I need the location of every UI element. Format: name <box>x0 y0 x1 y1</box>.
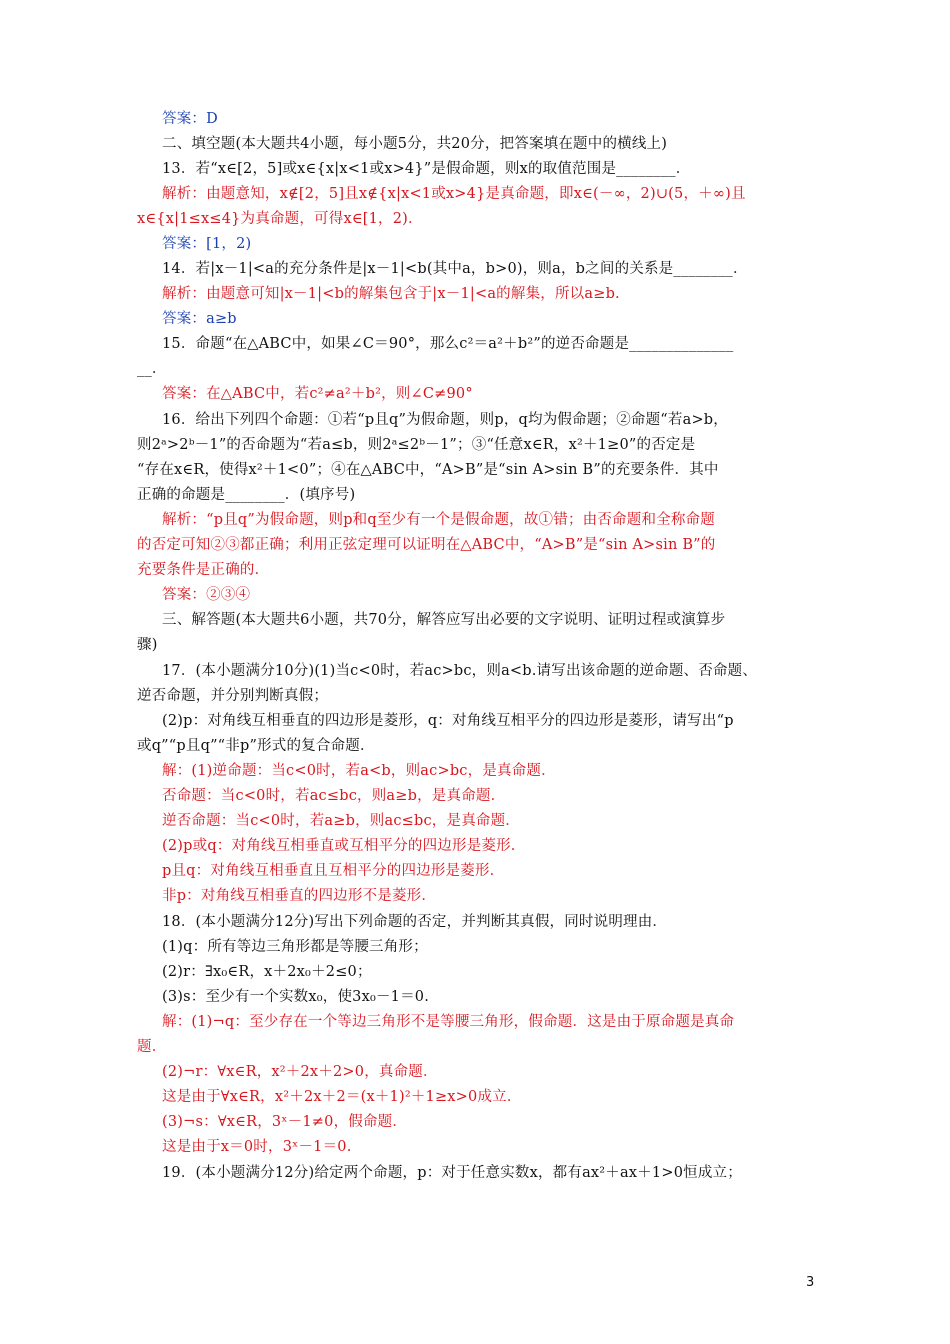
text-line: 14．若|x－1|<a的充分条件是|x－1|<b(其中a，b>0)，则a，b之间的关系是________． <box>162 261 748 277</box>
text-line: 答案：②③④ <box>162 587 251 603</box>
text-line: x∈{x|1≤x≤4}为真命题，可得x∈[1，2)． <box>137 211 423 227</box>
text-line: 17．(本小题满分10分)(1)当c<0时，若ac>bc，则a<b.请写出该命题的逆命题、否命题、 <box>162 663 758 679</box>
text-line: 则2ᵃ>2ᵇ－1”的否命题为“若a≤b，则2ᵃ≤2ᵇ－1”；③“任意x∈R，x²＋1≥0”的否定是 <box>137 437 696 453</box>
text-line: 18．(本小题满分12分)写出下列命题的否定，并判断其真假，同时说明理由． <box>162 914 668 930</box>
text-line: 这是由于∀x∈R，x²＋2x＋2＝(x＋1)²＋1≥x>0成立． <box>162 1089 522 1105</box>
text-line: (2)r：∃x₀∈R，x＋2x₀＋2≤0； <box>162 964 372 980</box>
text-line: 的否定可知②③都正确；利用正弦定理可以证明在△ABC中，“A>B”是“sin A>sin B”的 <box>137 537 716 553</box>
text-line: 答案：[1，2) <box>162 236 252 252</box>
text-line: (2)p或q：对角线互相垂直或互相平分的四边形是菱形． <box>162 838 526 854</box>
text-line: 答案：a≥b <box>162 311 237 327</box>
text-line: 13．若“x∈[2，5]或x∈{x|x<1或x>4}”是假命题，则x的取值范围是________． <box>162 161 691 177</box>
text-line: 逆否命题，并分别判断真假； <box>137 688 329 704</box>
text-line: 否命题：当c<0时，若ac≤bc，则a≥b，是真命题． <box>162 788 506 804</box>
text-line: 15．命题“在△ABC中，如果∠C＝90°，那么c²＝a²＋b²”的逆否命题是______________ <box>162 336 734 352</box>
text-line: (3)s：至少有一个实数x₀，使3x₀－1＝0. <box>162 989 430 1005</box>
text-line: 二、填空题(本大题共4小题，每小题5分，共20分，把答案填在题中的横线上) <box>162 136 668 152</box>
text-line: 逆否命题：当c<0时，若a≥b，则ac≤bc，是真命题． <box>162 813 520 829</box>
text-line: 或q”“p且q”“非p”形式的复合命题． <box>137 738 375 754</box>
text-line: 解析：由题意可知|x－1|<b的解集包含于|x－1|<a的解集，所以a≥b. <box>162 286 620 302</box>
text-line: 正确的命题是________．(填序号) <box>137 487 356 503</box>
text-line: 骤) <box>137 637 158 653</box>
text-line: 题． <box>137 1039 167 1055</box>
text-line: “存在x∈R，使得x²＋1<0”；④在△ABC中，“A>B”是“sin A>sin B”的充要条件．其中 <box>137 462 719 478</box>
text-line: 解析：由题意知，x∉[2，5]且x∉{x|x<1或x>4}是真命题，即x∈(－∞，2)∪(5，＋∞)且 <box>162 186 746 202</box>
text-line: 这是由于x＝0时，3ˣ－1＝0. <box>162 1139 352 1155</box>
text-line: (1)q：所有等边三角形都是等腰三角形； <box>162 939 428 955</box>
text-line: 答案：D <box>162 111 218 127</box>
page-number: 3 <box>806 1275 815 1290</box>
text-line: 解：(1)逆命题：当c<0时，若a<b，则ac>bc，是真命题． <box>162 763 556 779</box>
text-line: (2)¬r：∀x∈R，x²＋2x＋2>0，真命题． <box>162 1064 438 1080</box>
text-line: 充要条件是正确的． <box>137 562 270 578</box>
text-line: __． <box>137 361 167 377</box>
text-line: (3)¬s：∀x∈R，3ˣ－1≠0，假命题． <box>162 1114 408 1130</box>
text-line: 解：(1)¬q：至少存在一个等边三角形不是等腰三角形，假命题．这是由于原命题是真命 <box>162 1014 735 1030</box>
text-line: p且q：对角线互相垂直且互相平分的四边形是菱形． <box>162 863 505 879</box>
text-line: 答案：在△ABC中，若c²≠a²＋b²，则∠C≠90° <box>162 386 473 402</box>
text-line: 三、解答题(本大题共6小题，共70分，解答应写出必要的文字说明、证明过程或演算步 <box>162 612 726 628</box>
text-line: 19．(本小题满分12分)给定两个命题，p：对于任意实数x，都有ax²＋ax＋1>0恒成立； <box>162 1165 742 1181</box>
text-line: (2)p：对角线互相垂直的四边形是菱形，q：对角线互相平分的四边形是菱形，请写出“p <box>162 713 734 729</box>
text-line: 非p：对角线互相垂直的四边形不是菱形． <box>162 888 437 904</box>
text-line: 16．给出下列四个命题：①若“p且q”为假命题，则p，q均为假命题；②命题“若a>b， <box>162 412 728 428</box>
text-line: 解析：“p且q”为假命题，则p和q至少有一个是假命题，故①错；由否命题和全称命题 <box>162 512 715 528</box>
